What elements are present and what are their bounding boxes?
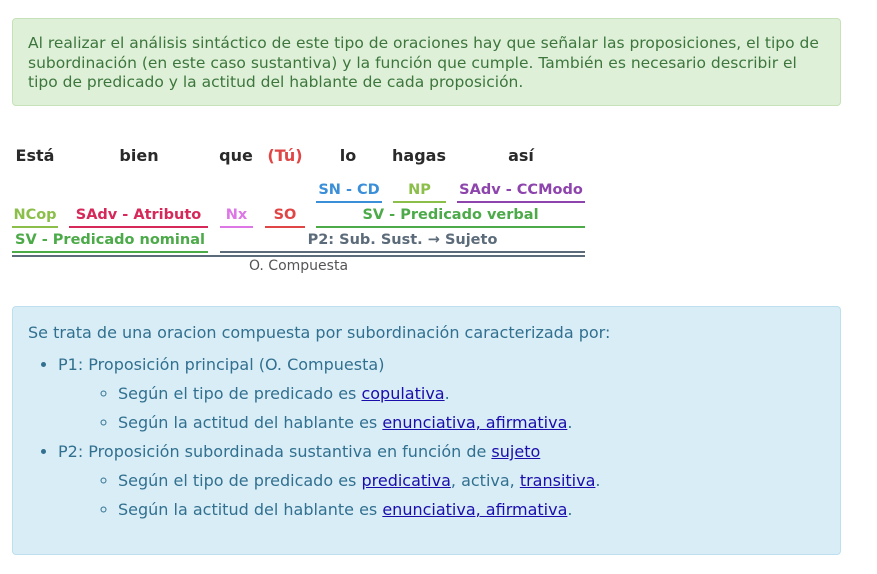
p2-details <box>58 466 825 524</box>
tag-nx: Nx <box>220 206 253 228</box>
summary-intro: Se trata de una oracion compuesta por subordinación caracterizada por: <box>28 323 611 342</box>
word-bien: bien <box>119 146 159 165</box>
list-item <box>118 379 825 408</box>
list-item-p2 <box>58 437 825 524</box>
p1-label: P1: Proposición principal (O. Compuesta) <box>58 355 385 374</box>
p2-att-prefix: Según la actitud del hablante es <box>118 500 383 519</box>
word-lo: lo <box>339 146 357 165</box>
tag-sv-predicado-nominal: SV - Predicado nominal <box>12 231 208 253</box>
p1-pred-prefix: Según el tipo de predicado es <box>118 384 362 403</box>
p2-pred-suffix: . <box>595 471 601 490</box>
list-item-p1 <box>58 350 825 437</box>
tag-sn-cd: SN - CD <box>316 181 382 203</box>
list-item <box>118 408 825 437</box>
p2-att-suffix: . <box>567 500 573 519</box>
tag-p2-sub-sust-sujeto: P2: Sub. Sust. → Sujeto <box>220 231 585 253</box>
tag-sv-predicado-verbal: SV - Predicado verbal <box>316 206 585 228</box>
list-item <box>118 466 825 495</box>
intro-note-text: Al realizar el análisis sintáctico de este tipo de oraciones hay que señalar las proposiciones, el tipo de subordinación (en este caso sustantiva) y la función que cumple. También es necesario describir el tipo de predicado y la actitud del hablante de cada proposición. <box>28 34 819 91</box>
summary-note <box>12 306 841 555</box>
p2-pred-mid: , activa, <box>450 471 520 490</box>
p1-att-suffix: . <box>567 413 573 432</box>
link-copulativa[interactable]: copulativa <box>361 384 445 403</box>
word-hagas: hagas <box>392 146 446 165</box>
word-tu: (Tú) <box>267 146 303 165</box>
p2-label-prefix: P2: Proposición subordinada sustantiva en función de <box>58 442 492 461</box>
link-enunciativa-afirmativa-p2[interactable]: enunciativa, afirmativa <box>382 500 568 519</box>
list-item <box>118 495 825 524</box>
tag-np: NP <box>393 181 446 203</box>
label-o-compuesta: O. Compuesta <box>248 258 349 274</box>
p1-att-prefix: Según la actitud del hablante es <box>118 413 383 432</box>
p2-pred-prefix: Según el tipo de predicado es <box>118 471 362 490</box>
word-asi: así <box>508 146 534 165</box>
p1-details <box>58 379 825 437</box>
link-enunciativa-afirmativa-p1[interactable]: enunciativa, afirmativa <box>382 413 568 432</box>
link-transitiva[interactable]: transitiva <box>519 471 596 490</box>
tag-sadv-ccmodo: SAdv - CCModo <box>457 181 585 203</box>
link-predicativa[interactable]: predicativa <box>361 471 451 490</box>
tag-ncop: NCop <box>12 206 58 228</box>
p1-pred-suffix: . <box>444 384 450 403</box>
tag-so: SO <box>265 206 305 228</box>
tag-sadv-atributo: SAdv - Atributo <box>69 206 208 228</box>
line-o-compuesta <box>12 241 585 257</box>
word-que: que <box>219 146 253 165</box>
proposition-list <box>28 350 825 524</box>
word-esta: Está <box>15 146 55 165</box>
link-sujeto[interactable]: sujeto <box>491 442 541 461</box>
